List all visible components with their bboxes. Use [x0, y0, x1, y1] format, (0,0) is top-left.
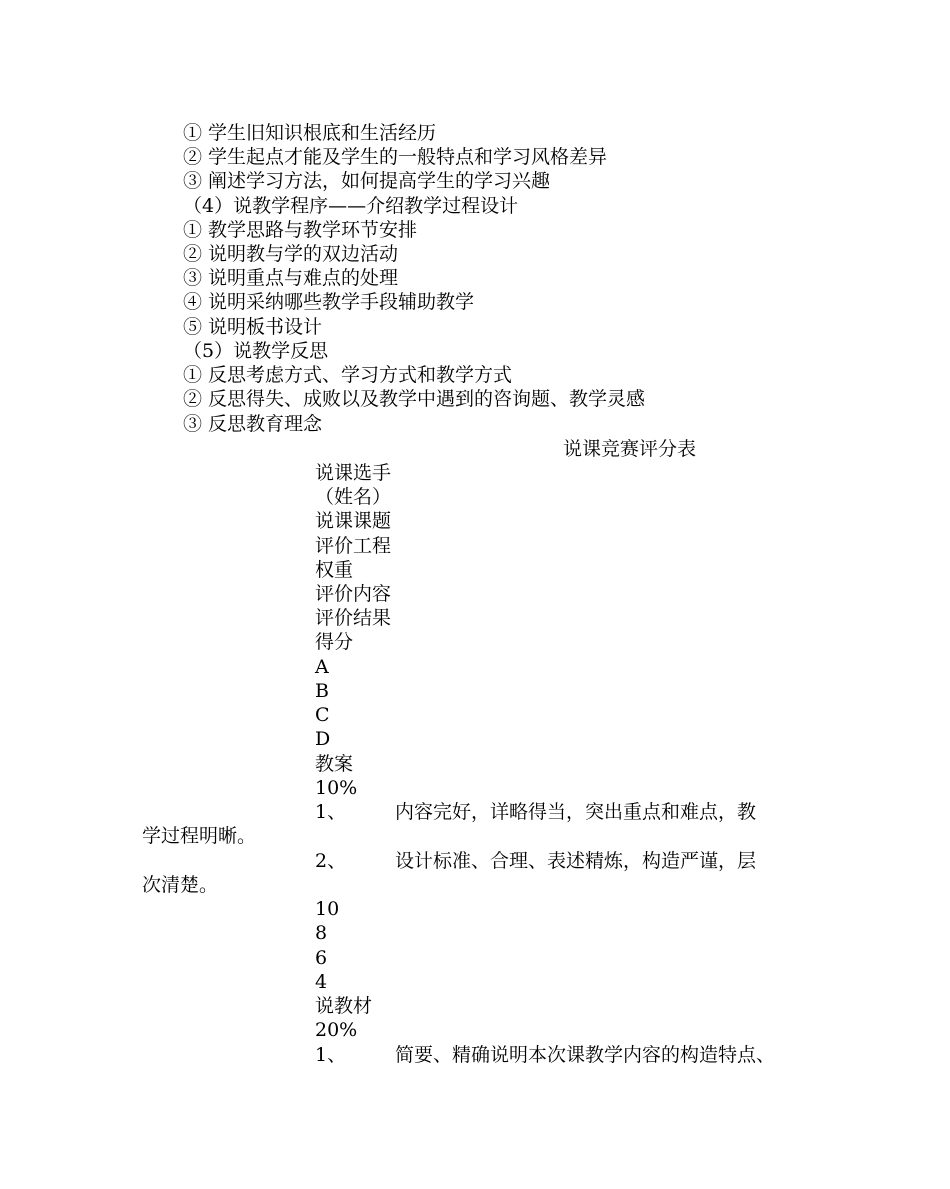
grade-label: A [315, 656, 329, 678]
list-item: ④ 说明采纳哪些教学手段辅助教学 [183, 291, 475, 313]
criterion-line [315, 1043, 775, 1067]
score-value: 8 [315, 922, 328, 944]
header-label: 评价结果 [315, 607, 392, 629]
grade-label: D [315, 728, 331, 750]
score-value: 4 [315, 971, 328, 993]
list-item: ① 反思考虑方式、学习方式和教学方式 [183, 364, 513, 386]
criterion-number: 1、 [315, 801, 347, 823]
header-label: 说课课题 [315, 510, 392, 532]
list-item: ③ 说明重点与难点的处理 [183, 267, 399, 289]
header-label: 评价工程 [315, 535, 392, 557]
list-item: ② 反思得失、成败以及教学中遇到的咨询题、教学灵感 [183, 388, 646, 410]
criterion-continuation: 学过程明晰。 [142, 825, 257, 847]
section-heading: （5）说教学反思 [183, 340, 329, 362]
criterion-line [315, 800, 756, 824]
list-item: ① 学生旧知识根底和生活经历 [183, 122, 437, 144]
score-value: 10 [315, 898, 340, 920]
criterion-text: 简要、精确说明本次课教学内容的构造特点、 [395, 1044, 776, 1066]
criterion-number: 1、 [315, 1044, 347, 1066]
row-weight: 10% [315, 777, 358, 799]
row-weight: 20% [315, 1019, 358, 1041]
list-item: ② 学生起点才能及学生的一般特点和学习风格差异 [183, 146, 608, 168]
table-title: 说课竞赛评分表 [563, 438, 697, 460]
list-item: ⑤ 说明板书设计 [183, 316, 323, 338]
criterion-number: 2、 [315, 850, 347, 872]
criterion-text: 设计标准、合理、表述精炼，构造严谨，层 [395, 850, 757, 872]
grade-label: C [315, 704, 330, 726]
header-label: 评价内容 [315, 583, 392, 605]
header-label: 说课选手 [315, 462, 392, 484]
criterion-continuation: 次清楚。 [142, 874, 219, 896]
grade-label: B [315, 680, 329, 702]
list-item: ① 教学思路与教学环节安排 [183, 219, 418, 241]
header-label: 权重 [315, 559, 354, 581]
list-item: ② 说明教与学的双边活动 [183, 243, 399, 265]
section-heading: （4）说教学程序——介绍教学过程设计 [183, 195, 519, 217]
list-item: ③ 阐述学习方法，如何提高学生的学习兴趣 [183, 170, 551, 192]
list-item: ③ 反思教育理念 [183, 413, 323, 435]
criterion-line [315, 849, 756, 873]
header-label: 得分 [315, 631, 354, 653]
criterion-text: 内容完好，详略得当，突出重点和难点，教 [395, 801, 757, 823]
row-item: 说教材 [315, 995, 373, 1017]
row-item: 教案 [315, 753, 354, 775]
header-label: （姓名） [315, 486, 392, 508]
score-value: 6 [315, 947, 328, 969]
